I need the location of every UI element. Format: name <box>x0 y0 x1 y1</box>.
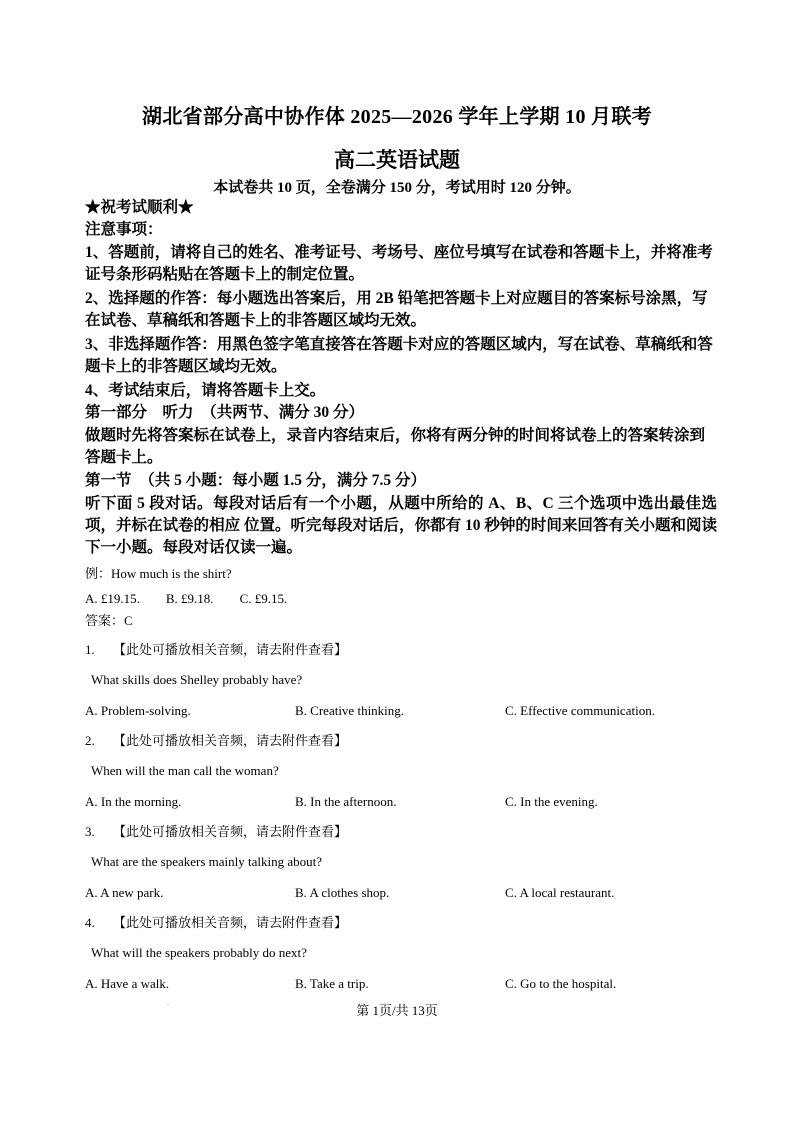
exam-info: 本试卷共 10 页，全卷满分 150 分，考试用时 120 分钟。 <box>213 180 581 196</box>
section1-instructions: 听下面 5 段对话。每段对话后有一个小题，从题中所给的 A、B、C 三个选项中选出最佳选项，并标在试卷的相应 位置。听完每段对话后，你都有 10 秒钟的时间来回答有关小题和阅读下一小题。每段对话仅读一遍。 <box>85 495 717 556</box>
question-number: 4. <box>85 915 95 930</box>
question-number: 3. <box>85 824 95 839</box>
question-3-audio <box>85 823 347 841</box>
question-2-option-a: A. In the morning. <box>85 794 182 809</box>
audio-placeholder[interactable]: 【此处可播放相关音频，请去附件查看】 <box>113 642 348 657</box>
wish-line: ★祝考试顺利★ <box>85 199 194 216</box>
question-2-option-b: B. In the afternoon. <box>295 794 397 809</box>
question-4-audio <box>85 914 347 932</box>
audio-placeholder[interactable]: 【此处可播放相关音频，请去附件查看】 <box>113 915 348 930</box>
section1-heading: 第一节 （共 5 小题：每小题 1.5 分，满分 7.5 分） <box>85 472 427 489</box>
question-number: 1. <box>85 642 95 657</box>
example-option: B. £9.18. <box>165 591 214 606</box>
question-2-audio <box>85 732 347 750</box>
question-1-option-c: C. Effective communication. <box>505 703 655 718</box>
question-number: 2. <box>85 733 95 748</box>
example-answer: 答案：C <box>85 613 133 628</box>
question-1-audio <box>85 641 347 659</box>
audio-placeholder[interactable]: 【此处可播放相关音频，请去附件查看】 <box>113 824 348 839</box>
question-2-option-c: C. In the evening. <box>505 794 598 809</box>
question-3-option-c: C. A local restaurant. <box>505 885 615 900</box>
exam-subtitle: 高二英语试题 <box>334 148 460 172</box>
question-1-stem: What skills does Shelley probably have? <box>91 672 303 687</box>
part1-instructions: 做题时先将答案标在试卷上，录音内容结束后，你将有两分钟的时间将试卷上的答案转涂到答题卡上。 <box>85 427 706 466</box>
notice-item: 2、选择题的作答：每小题选出答案后，用 2B 铅笔把答题卡上对应题目的答案标号涂黑，写在试卷、草稿纸和答题卡上的非答题区域均无效。 <box>85 290 708 329</box>
exam-title: 湖北省部分高中协作体 2025—2026 学年上学期 10 月联考 <box>142 106 652 128</box>
example-option: C. £9.15. <box>239 591 288 606</box>
audio-placeholder[interactable]: 【此处可播放相关音频，请去附件查看】 <box>113 733 348 748</box>
stray-mark: . <box>167 998 169 1007</box>
part1-heading: 第一部分 听力 （共两节、满分 30 分） <box>85 404 365 421</box>
notice-heading: 注意事项： <box>85 221 163 238</box>
question-4-stem: What will the speakers probably do next? <box>91 945 307 960</box>
question-2-stem: When will the man call the woman? <box>91 763 279 778</box>
question-1-option-a: A. Problem-solving. <box>85 703 191 718</box>
page-footer: 第 1页/共 13页 <box>356 1003 438 1018</box>
question-3-option-b: B. A clothes shop. <box>295 885 390 900</box>
example-option: A. £19.15. <box>85 591 140 606</box>
example-options <box>85 590 287 608</box>
question-3-stem: What are the speakers mainly talking about? <box>91 854 323 869</box>
notice-item: 1、答题前，请将自己的姓名、准考证号、考场号、座位号填写在试卷和答题卡上，并将准考证号条形码粘贴在答题卡上的制定位置。 <box>85 244 713 283</box>
question-4-option-c: C. Go to the hospital. <box>505 976 617 991</box>
question-4-option-a: A. Have a walk. <box>85 976 170 991</box>
question-1-option-b: B. Creative thinking. <box>295 703 405 718</box>
question-3-option-a: A. A new park. <box>85 885 164 900</box>
notice-item: 4、考试结束后，请将答题卡上交。 <box>85 382 326 399</box>
example-question: 例：How much is the shirt? <box>85 566 232 581</box>
question-4-option-b: B. Take a trip. <box>295 976 369 991</box>
notice-item: 3、非选择题作答：用黑色签字笔直接答在答题卡对应的答题区域内，写在试卷、草稿纸和答题卡上的非答题区域均无效。 <box>85 336 713 375</box>
